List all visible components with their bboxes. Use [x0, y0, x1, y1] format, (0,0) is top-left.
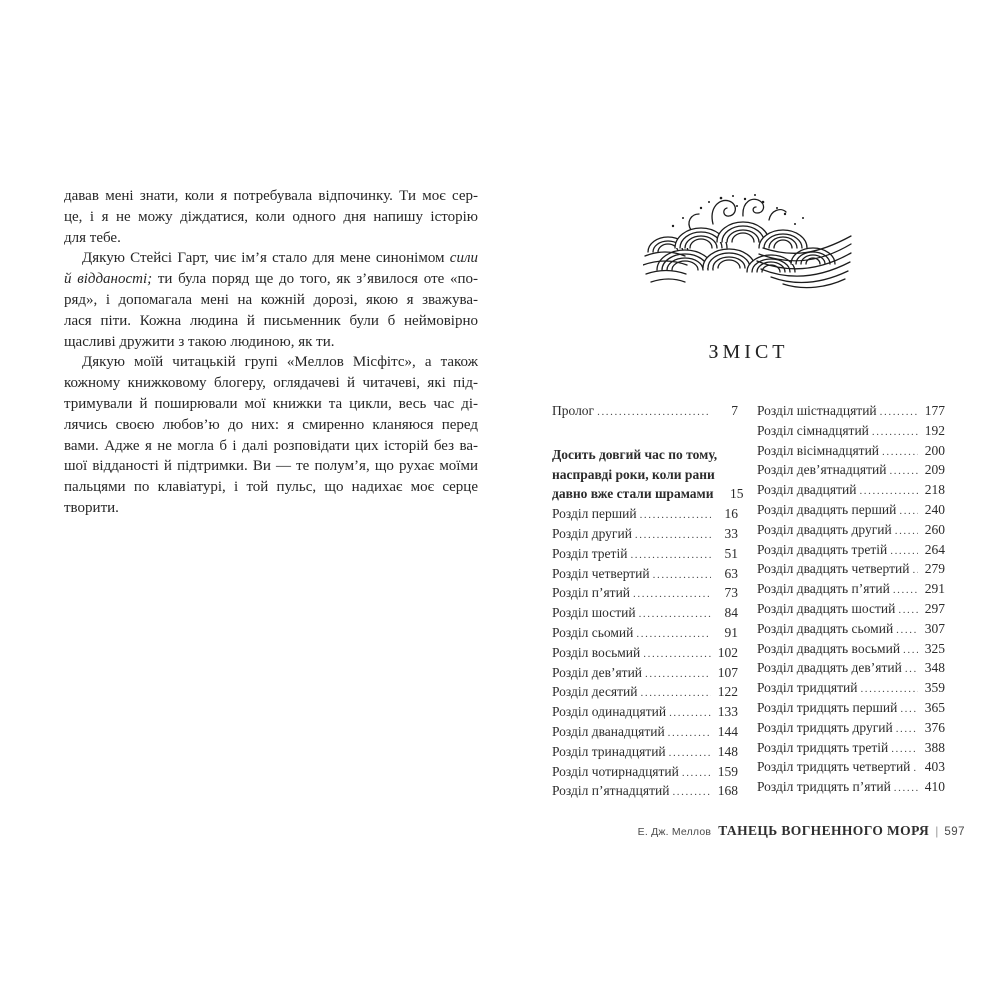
- dot-leader: [913, 762, 918, 774]
- dot-leader: [882, 446, 918, 458]
- toc-entry-label: Розділ тридцять перший: [757, 699, 898, 715]
- toc-entry-page: 168: [717, 783, 738, 799]
- dot-leader: [597, 406, 711, 418]
- dot-leader: [893, 584, 918, 596]
- body-line: [64, 228, 478, 249]
- text-segment: вами. Адже я не могла б і далі розповідати цих історій без ва-: [64, 437, 478, 454]
- footer-separator: |: [935, 824, 939, 838]
- toc-entry-label: Розділ двадцять восьмий: [757, 640, 901, 656]
- toc-entry-page: 15: [730, 486, 744, 502]
- dot-leader: [905, 663, 918, 675]
- toc-entry-page: 7: [731, 403, 738, 418]
- toc-entry-label: Розділ тридцять третій: [757, 739, 889, 755]
- body-line: [64, 248, 478, 269]
- toc-entry-label: Розділ дев’ятий: [552, 664, 643, 680]
- dot-leader: [895, 525, 918, 537]
- dot-leader: [898, 604, 918, 616]
- toc-entry: [552, 585, 738, 605]
- acknowledgments-text: [64, 186, 478, 519]
- running-footer: [638, 823, 965, 839]
- toc-entry: [552, 744, 738, 764]
- toc-entry-page: 33: [724, 525, 738, 541]
- dot-leader: [859, 485, 918, 497]
- toc-entry-label: Розділ п’ятнадцятий: [552, 783, 670, 799]
- toc-entry-label: Розділ двадцять дев’ятий: [757, 660, 902, 676]
- toc-entry: [757, 779, 945, 799]
- toc-entry-label: Розділ двадцять третій: [757, 541, 888, 557]
- dot-leader: [653, 569, 711, 581]
- toc-entry-page: 403: [924, 759, 945, 775]
- dot-leader: [639, 608, 711, 620]
- toc-entry-label: Розділ двадцять четвертий: [757, 561, 910, 577]
- toc-entry: [552, 684, 738, 704]
- toc-entry-label: Розділ двадцять шостий: [757, 600, 896, 616]
- emphasized-text: сили: [449, 250, 478, 267]
- toc-entry-label: Розділ четвертий: [552, 565, 650, 581]
- toc-entry-label: Розділ тринадцятий: [552, 743, 666, 759]
- body-line: [64, 477, 478, 498]
- dot-leader: [633, 588, 711, 600]
- toc-entry-label: давно вже стали шрамами: [552, 486, 714, 502]
- toc-entry: [757, 462, 945, 482]
- toc-entry-page: 325: [924, 640, 945, 656]
- toc-entry-page: 218: [924, 482, 945, 498]
- text-segment: Дякую Стейсі Гарт, чиє ім’я стало для мене синонімом: [82, 250, 450, 267]
- toc-entry-page: 209: [924, 462, 945, 478]
- toc-entry-label: Розділ перший: [552, 506, 637, 522]
- toc-entry-label: Розділ двадцять перший: [757, 501, 897, 517]
- toc-entry: [757, 700, 945, 720]
- toc-entry-label: Розділ двадцятий: [757, 482, 857, 498]
- dot-leader: [643, 648, 711, 660]
- toc-entry: [757, 601, 945, 621]
- toc-entry-label: Розділ п’ятий: [552, 585, 631, 601]
- dot-leader: [640, 509, 711, 521]
- toc-entry: [552, 546, 738, 566]
- body-line: [64, 373, 478, 394]
- toc-entry-page: 122: [717, 684, 738, 700]
- toc-entry: [552, 625, 738, 645]
- text-segment: ти була поряд ще до того, як з’явилося оте «по-: [152, 271, 478, 288]
- toc-entry: [552, 403, 738, 423]
- emphasized-text: й відданості;: [64, 271, 153, 288]
- dot-leader: [896, 624, 918, 636]
- toc-entry: [757, 759, 945, 779]
- dot-leader: [903, 644, 918, 656]
- toc-entry-page: 107: [717, 664, 738, 680]
- toc-part-title-line: насправді роки, коли рани: [552, 466, 715, 482]
- text-segment: ряд», і допомагала мені на кожній дорозі, якою я зважува-: [64, 291, 478, 308]
- toc-entry-label: Розділ двадцять п’ятий: [757, 581, 890, 597]
- toc-entry: [552, 724, 738, 744]
- dot-leader: [889, 465, 918, 477]
- toc-entry-label: Пролог: [552, 403, 595, 418]
- toc-column-left: [552, 403, 744, 803]
- text-segment: пальцями по клавіатурі, і той пульс, що надихає моє серце: [64, 479, 478, 496]
- toc-entry: [552, 526, 738, 546]
- toc-entry-label: Розділ вісімнадцятий: [757, 442, 880, 458]
- ocean-waves-ornament-icon: [643, 190, 853, 292]
- toc-entry-page: 264: [924, 541, 945, 557]
- toc-part-title-line: Досить довгий час по тому,: [552, 446, 718, 462]
- toc-entry-page: 177: [924, 403, 945, 418]
- toc-entry: [552, 605, 738, 625]
- toc-entry-page: 291: [924, 581, 945, 597]
- toc-entry-label: Розділ сімнадцятий: [757, 422, 869, 438]
- toc-entry: [552, 665, 738, 685]
- dot-leader: [860, 683, 918, 695]
- text-segment: щасливі дружити з такою людиною, як ти.: [64, 333, 335, 350]
- toc-entry-page: 133: [717, 704, 738, 720]
- body-line: [64, 186, 478, 207]
- text-segment: Дякую моїй читацькій групі «Меллов Місфітс», а також: [82, 354, 478, 371]
- dot-leader: [645, 668, 711, 680]
- dot-leader: [669, 747, 711, 759]
- toc-entry-page: 297: [924, 600, 945, 616]
- body-line: [64, 290, 478, 311]
- toc-entry-page: 410: [924, 779, 945, 795]
- body-line: [64, 394, 478, 415]
- toc-entry-page: 63: [724, 565, 738, 581]
- toc-entry-page: 388: [924, 739, 945, 755]
- dot-leader: [635, 529, 711, 541]
- text-segment: давав мені знати, коли я потребувала відпочинку. Ти моє сер-: [64, 188, 478, 204]
- body-line: [64, 456, 478, 477]
- toc-entry-page: 307: [924, 620, 945, 636]
- body-line: [64, 311, 478, 332]
- dot-leader: [912, 564, 918, 576]
- dot-leader: [641, 687, 712, 699]
- body-line: [64, 415, 478, 436]
- toc-entry-page: 376: [924, 719, 945, 735]
- toc-entry-label: Розділ шістнадцятий: [757, 403, 877, 418]
- toc-entry: [757, 482, 945, 502]
- toc-entry-label: Розділ третій: [552, 545, 628, 561]
- toc-entry-label: Розділ двадцять сьомий: [757, 620, 894, 636]
- toc-entry: [757, 542, 945, 562]
- toc-entry-label: Розділ тридцять п’ятий: [757, 779, 891, 795]
- toc-entry: [552, 704, 738, 724]
- toc-entry-label: Розділ шостий: [552, 605, 636, 621]
- toc-entry-page: 159: [717, 763, 738, 779]
- toc-entry-page: 16: [724, 506, 738, 522]
- footer-author: Е. Дж. Меллов: [637, 826, 712, 838]
- toc-entry: [552, 486, 744, 506]
- text-segment: лася піти. Кожна людина й письменник були б неймовірно: [64, 312, 478, 329]
- body-line: [64, 269, 478, 290]
- body-line: [64, 207, 478, 228]
- toc-entry-page: 91: [724, 624, 738, 640]
- text-segment: лячись своєю любов’ю до них: я смиренно кланяюся перед: [64, 416, 478, 433]
- toc-entry-page: 148: [717, 743, 738, 759]
- toc-entry: [757, 621, 945, 641]
- toc-entry: [552, 764, 738, 784]
- dot-leader: [894, 782, 918, 794]
- text-segment: для тебе.: [64, 229, 121, 246]
- toc-entry: [552, 645, 738, 665]
- toc-entry: [757, 561, 945, 581]
- toc-entry: [757, 740, 945, 760]
- toc-entry: [552, 783, 738, 803]
- toc-spacer: [552, 423, 738, 447]
- body-line: [64, 436, 478, 457]
- toc-entry-label: Розділ дванадцятий: [552, 723, 665, 739]
- toc-entry-page: 348: [924, 660, 945, 676]
- text-segment: тримували й поширювали мої книжки та цикли, весь час ді-: [64, 395, 478, 412]
- dot-leader: [872, 426, 918, 438]
- toc-entry-label: Розділ десятий: [552, 684, 638, 700]
- dot-leader: [636, 628, 711, 640]
- toc-entry: [757, 403, 945, 423]
- toc-entry-label: Розділ дев’ятнадцятий: [757, 462, 887, 478]
- toc-entry-page: 260: [924, 521, 945, 537]
- toc-entry: [757, 641, 945, 661]
- toc-entry-page: 240: [924, 501, 945, 517]
- toc-entry-page: 365: [924, 699, 945, 715]
- dot-leader: [630, 549, 711, 561]
- toc-entry: [757, 680, 945, 700]
- dot-leader: [896, 723, 918, 735]
- toc-entry: [552, 506, 738, 526]
- toc-entry: [757, 581, 945, 601]
- body-line: [64, 352, 478, 373]
- dot-leader: [891, 743, 918, 755]
- text-segment: це, і я не можу діждатися, коли одного дня напишу історію: [64, 208, 478, 225]
- dot-leader: [668, 727, 711, 739]
- footer-page-number: 597: [944, 826, 965, 838]
- toc-entry: [552, 566, 738, 586]
- toc-entry-label: Розділ сьомий: [552, 624, 634, 640]
- text-segment: кожному книжковому блогеру, оглядачеві й читачеві, які під-: [64, 375, 478, 392]
- toc-entry: [757, 522, 945, 542]
- toc-entry-page: 102: [717, 644, 738, 660]
- toc-entry: [757, 502, 945, 522]
- toc-entry: [757, 660, 945, 680]
- toc-entry-page: 192: [924, 422, 945, 438]
- toc-entry-label: Розділ тридцять четвертий: [757, 759, 911, 775]
- table-of-contents: [552, 403, 945, 803]
- contents-heading: ЗМІСТ: [708, 341, 789, 363]
- dot-leader: [672, 786, 711, 798]
- toc-entry-page: 84: [724, 605, 738, 621]
- toc-entry-page: 73: [724, 585, 738, 601]
- toc-entry-page: 359: [924, 680, 945, 696]
- body-line: [64, 332, 478, 353]
- toc-entry-label: Розділ восьмий: [552, 644, 641, 660]
- toc-entry-label: Розділ тридцятий: [757, 680, 858, 696]
- dot-leader: [899, 505, 918, 517]
- body-line: [64, 498, 478, 519]
- dot-leader: [890, 545, 918, 557]
- toc-entry: [757, 443, 945, 463]
- dot-leader: [682, 767, 711, 779]
- dot-leader: [880, 406, 918, 418]
- toc-column-right: [757, 403, 945, 803]
- toc-entry-label: Розділ двадцять другий: [757, 521, 892, 537]
- toc-entry-page: 144: [717, 723, 738, 739]
- dot-leader: [669, 707, 711, 719]
- toc-entry: [757, 720, 945, 740]
- dot-leader: [900, 703, 918, 715]
- text-segment: творити.: [64, 499, 119, 516]
- toc-entry-label: Розділ чотирнадцятий: [552, 763, 679, 779]
- toc-entry-label: Розділ одинадцятий: [552, 704, 667, 720]
- toc-entry-label: Розділ другий: [552, 525, 632, 541]
- toc-entry-page: 279: [924, 561, 945, 577]
- text-segment: шої відданості й підтримки. Ви — те полум’я, що рухає моїми: [64, 458, 478, 475]
- toc-entry-label: Розділ тридцять другий: [757, 719, 893, 735]
- toc-entry-page: 200: [924, 442, 945, 458]
- footer-book-title: ТАНЕЦЬ ВОГНЕННОГО МОРЯ: [718, 823, 930, 838]
- toc-entry-page: 51: [724, 545, 738, 561]
- toc-entry: [757, 423, 945, 443]
